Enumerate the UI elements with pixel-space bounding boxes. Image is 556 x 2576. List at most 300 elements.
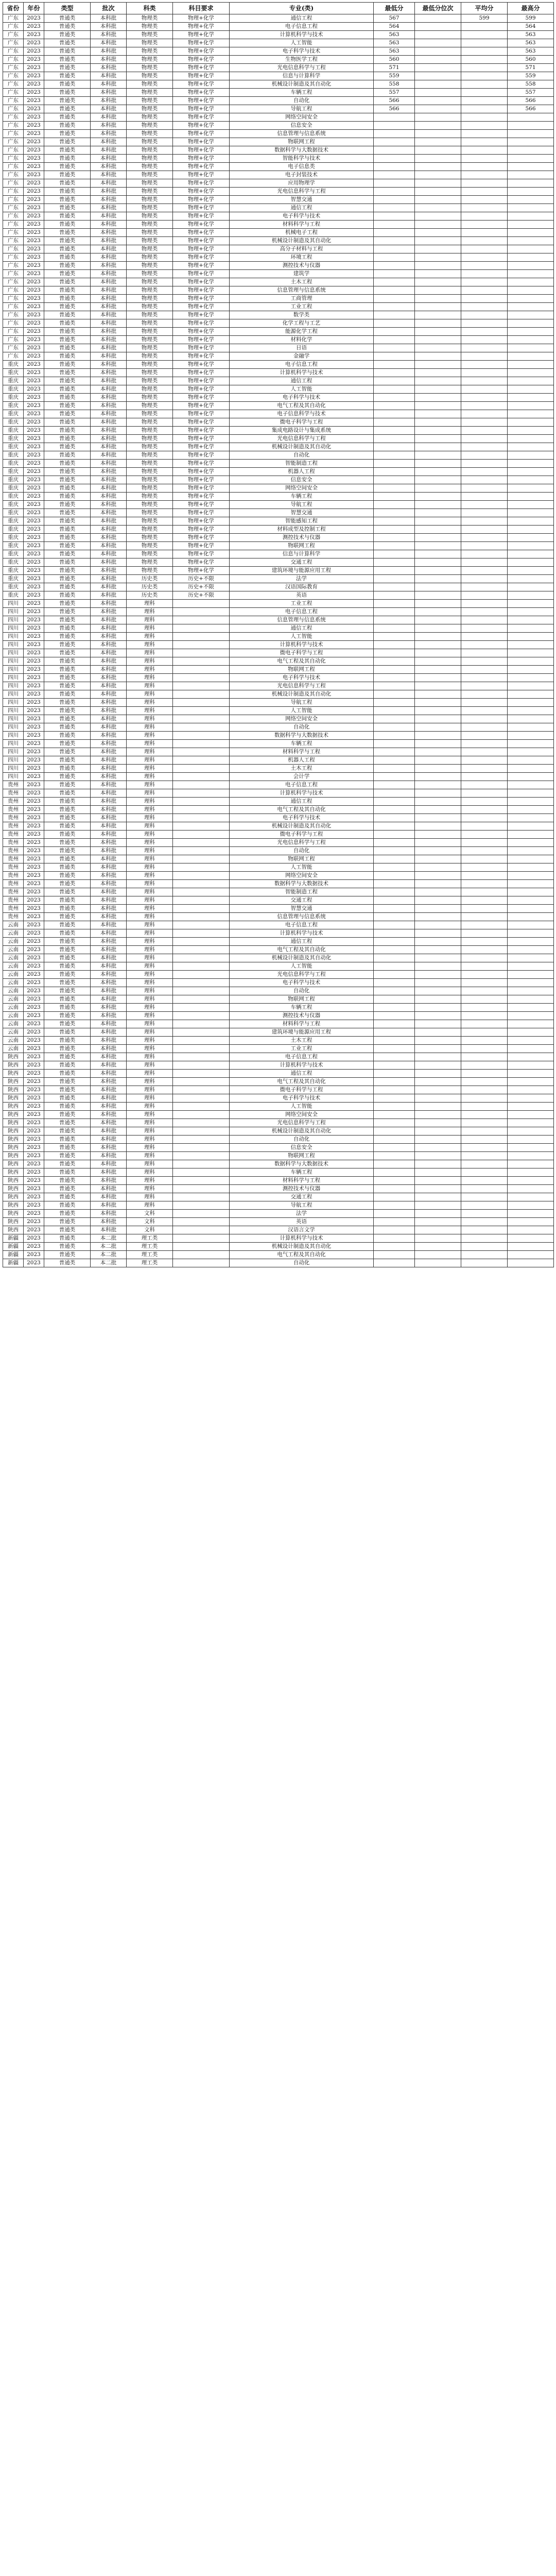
table-cell: 2023 (24, 674, 44, 682)
table-cell: 558 (508, 80, 554, 89)
table-cell: 2023 (24, 1243, 44, 1251)
table-cell (415, 418, 461, 427)
table-cell: 物理+化学 (173, 39, 230, 47)
table-row (3, 113, 554, 122)
table-cell: 广东 (3, 122, 24, 130)
table-cell: 光电信息科学与工程 (230, 435, 374, 443)
table-cell (461, 1028, 508, 1037)
table-cell (173, 1053, 230, 1061)
table-cell: 普通类 (44, 385, 91, 394)
table-cell (173, 1094, 230, 1103)
table-cell: 2023 (24, 179, 44, 188)
table-cell (173, 773, 230, 781)
table-cell: 陕西 (3, 1053, 24, 1061)
table-cell: 本科批 (91, 847, 127, 855)
table-row (3, 946, 554, 954)
table-cell: 物理类 (127, 311, 173, 319)
table-cell: 563 (508, 47, 554, 56)
table-row (3, 72, 554, 80)
table-cell: 智能科学与技术 (230, 155, 374, 163)
table-cell (415, 1078, 461, 1086)
table-cell (415, 245, 461, 253)
table-cell (461, 657, 508, 666)
table-cell (508, 1119, 554, 1127)
table-cell: 本科批 (91, 122, 127, 130)
table-cell (508, 798, 554, 806)
table-row (3, 1177, 554, 1185)
table-cell (374, 740, 415, 748)
table-cell: 2023 (24, 756, 44, 765)
table-cell: 本科批 (91, 608, 127, 616)
table-row (3, 286, 554, 295)
table-cell: 导航工程 (230, 699, 374, 707)
table-cell: 普通类 (44, 295, 91, 303)
table-cell (173, 756, 230, 765)
table-cell: 普通类 (44, 756, 91, 765)
table-cell (415, 913, 461, 921)
table-cell: 普通类 (44, 311, 91, 319)
table-cell: 会计学 (230, 773, 374, 781)
table-cell: 电子科学与技术 (230, 394, 374, 402)
table-cell: 普通类 (44, 962, 91, 971)
table-cell (508, 863, 554, 872)
table-row (3, 369, 554, 377)
table-cell: 本科批 (91, 97, 127, 105)
table-cell: 普通类 (44, 591, 91, 600)
table-cell (374, 657, 415, 666)
table-cell (461, 171, 508, 179)
table-cell: 材料化学 (230, 336, 374, 344)
table-cell (461, 336, 508, 344)
table-cell: 本科批 (91, 361, 127, 369)
table-cell (173, 855, 230, 863)
table-cell (374, 855, 415, 863)
table-cell: 历史+不限 (173, 591, 230, 600)
table-cell (508, 682, 554, 690)
table-cell: 人工智能 (230, 633, 374, 641)
table-cell: 2023 (24, 773, 44, 781)
table-cell: 电子信息工程 (230, 608, 374, 616)
table-row (3, 517, 554, 526)
table-cell: 物理+化学 (173, 443, 230, 451)
table-cell: 微电子科学与工程 (230, 418, 374, 427)
table-cell (508, 666, 554, 674)
table-row (3, 1234, 554, 1243)
table-cell: 物理+化学 (173, 493, 230, 501)
table-cell (508, 113, 554, 122)
table-cell (374, 616, 415, 624)
table-cell: 物理类 (127, 443, 173, 451)
table-cell (374, 995, 415, 1004)
table-row (3, 913, 554, 921)
table-cell (374, 410, 415, 418)
table-cell (173, 649, 230, 657)
table-cell: 本科批 (91, 402, 127, 410)
table-cell: 重庆 (3, 451, 24, 460)
table-cell: 物理类 (127, 319, 173, 328)
table-cell (374, 443, 415, 451)
table-cell (173, 682, 230, 690)
table-cell: 2023 (24, 517, 44, 526)
table-cell: 自动化 (230, 97, 374, 105)
table-row (3, 1160, 554, 1168)
table-cell (461, 484, 508, 493)
table-cell (173, 748, 230, 756)
table-cell: 本科批 (91, 1094, 127, 1103)
table-cell: 2023 (24, 1045, 44, 1053)
table-cell: 普通类 (44, 641, 91, 649)
table-cell (508, 377, 554, 385)
table-row (3, 756, 554, 765)
table-cell: 理科 (127, 806, 173, 814)
table-cell: 2023 (24, 130, 44, 138)
table-cell (461, 1152, 508, 1160)
table-cell: 本科批 (91, 798, 127, 806)
table-cell: 本科批 (91, 624, 127, 633)
table-cell: 2023 (24, 113, 44, 122)
table-cell: 本科批 (91, 377, 127, 385)
table-cell (415, 31, 461, 39)
table-cell: 电子信息工程 (230, 1053, 374, 1061)
table-cell: 普通类 (44, 674, 91, 682)
table-cell: 普通类 (44, 443, 91, 451)
table-cell: 本科批 (91, 1185, 127, 1193)
table-cell (508, 245, 554, 253)
table-cell (461, 1020, 508, 1028)
table-cell (173, 1028, 230, 1037)
table-cell (173, 1078, 230, 1086)
table-cell: 本科批 (91, 1193, 127, 1201)
table-cell: 广东 (3, 80, 24, 89)
table-cell (374, 468, 415, 476)
table-cell: 普通类 (44, 394, 91, 402)
table-cell: 普通类 (44, 558, 91, 567)
table-cell: 光电信息科学与工程 (230, 971, 374, 979)
table-cell (173, 1136, 230, 1144)
table-cell: 559 (508, 72, 554, 80)
table-cell (374, 567, 415, 575)
table-cell: 本科批 (91, 1037, 127, 1045)
table-cell: 物理类 (127, 262, 173, 270)
table-cell: 普通类 (44, 72, 91, 80)
table-cell (461, 1234, 508, 1243)
table-cell (415, 616, 461, 624)
table-row (3, 690, 554, 699)
table-cell: 普通类 (44, 319, 91, 328)
table-cell (461, 253, 508, 262)
table-cell (374, 690, 415, 699)
table-cell: 本科批 (91, 600, 127, 608)
table-cell: 2023 (24, 1028, 44, 1037)
table-cell (415, 196, 461, 204)
table-cell: 本科批 (91, 1078, 127, 1086)
table-cell: 云南 (3, 946, 24, 954)
table-row (3, 155, 554, 163)
table-cell (461, 229, 508, 237)
table-cell: 普通类 (44, 1078, 91, 1086)
table-cell: 四川 (3, 715, 24, 723)
table-cell: 2023 (24, 1094, 44, 1103)
table-row (3, 954, 554, 962)
table-cell (374, 130, 415, 138)
table-row (3, 476, 554, 484)
table-cell: 物理+化学 (173, 369, 230, 377)
table-cell (508, 880, 554, 888)
table-cell (415, 1259, 461, 1267)
table-cell: 2023 (24, 954, 44, 962)
table-cell (508, 929, 554, 938)
table-cell: 2023 (24, 1012, 44, 1020)
table-cell: 571 (374, 64, 415, 72)
table-cell (415, 526, 461, 534)
table-cell: 土木工程 (230, 765, 374, 773)
table-cell: 贵州 (3, 839, 24, 847)
table-cell (173, 814, 230, 822)
table-cell: 物理+化学 (173, 336, 230, 344)
table-cell: 普通类 (44, 418, 91, 427)
table-cell: 物理+化学 (173, 262, 230, 270)
table-row (3, 575, 554, 583)
table-cell (508, 995, 554, 1004)
table-cell: 普通类 (44, 476, 91, 484)
table-cell: 本科批 (91, 962, 127, 971)
table-cell: 广东 (3, 179, 24, 188)
table-cell: 本科批 (91, 1012, 127, 1020)
table-cell: 云南 (3, 971, 24, 979)
table-cell (461, 979, 508, 987)
table-cell (374, 1177, 415, 1185)
table-row (3, 806, 554, 814)
table-cell (374, 1210, 415, 1218)
table-cell (173, 962, 230, 971)
table-row (3, 863, 554, 872)
table-cell: 本科批 (91, 303, 127, 311)
table-cell: 理工类 (127, 1259, 173, 1267)
table-cell (461, 64, 508, 72)
table-cell: 汉语言文学 (230, 1226, 374, 1234)
table-cell (415, 880, 461, 888)
table-cell (508, 699, 554, 707)
table-cell: 信息管理与信息系统 (230, 130, 374, 138)
table-cell: 广东 (3, 286, 24, 295)
table-cell: 理科 (127, 822, 173, 831)
table-cell: 理科 (127, 839, 173, 847)
table-cell: 普通类 (44, 946, 91, 954)
table-cell: 物理+化学 (173, 237, 230, 245)
table-cell: 2023 (24, 262, 44, 270)
table-cell: 普通类 (44, 550, 91, 558)
table-cell (508, 806, 554, 814)
table-row (3, 839, 554, 847)
table-cell (461, 319, 508, 328)
table-cell: 物理+化学 (173, 410, 230, 418)
table-cell: 广东 (3, 344, 24, 352)
table-cell (374, 262, 415, 270)
table-cell: 普通类 (44, 765, 91, 773)
table-cell (415, 946, 461, 954)
table-cell: 四川 (3, 657, 24, 666)
table-cell: 普通类 (44, 179, 91, 188)
table-cell: 理科 (127, 641, 173, 649)
column-header: 最低分位次 (415, 3, 461, 14)
table-cell (508, 526, 554, 534)
table-cell: 普通类 (44, 410, 91, 418)
table-cell (415, 649, 461, 657)
table-cell (461, 237, 508, 245)
table-cell (461, 427, 508, 435)
table-cell: 2023 (24, 657, 44, 666)
table-cell (461, 839, 508, 847)
table-cell: 物理类 (127, 295, 173, 303)
table-cell: 本科批 (91, 336, 127, 344)
table-cell: 工商管理 (230, 295, 374, 303)
table-row (3, 1086, 554, 1094)
table-cell (461, 377, 508, 385)
table-cell: 普通类 (44, 616, 91, 624)
table-cell: 贵州 (3, 896, 24, 905)
table-cell (374, 319, 415, 328)
table-row (3, 929, 554, 938)
table-cell: 重庆 (3, 435, 24, 443)
table-cell (173, 1193, 230, 1201)
table-cell: 普通类 (44, 938, 91, 946)
table-cell: 理科 (127, 773, 173, 781)
table-cell (374, 798, 415, 806)
table-cell: 2023 (24, 460, 44, 468)
table-cell: 本科批 (91, 311, 127, 319)
table-cell (173, 1243, 230, 1251)
table-cell (173, 979, 230, 987)
table-cell: 重庆 (3, 427, 24, 435)
table-cell: 本科批 (91, 913, 127, 921)
table-cell: 本科批 (91, 72, 127, 80)
table-cell: 电气工程及其自动化 (230, 946, 374, 954)
table-row (3, 896, 554, 905)
table-cell (173, 1210, 230, 1218)
table-cell: 理科 (127, 888, 173, 896)
table-cell: 广东 (3, 278, 24, 286)
table-cell: 2023 (24, 806, 44, 814)
table-cell: 本科批 (91, 855, 127, 863)
table-cell (461, 1061, 508, 1070)
table-cell (461, 1259, 508, 1267)
table-cell: 2023 (24, 1218, 44, 1226)
table-cell: 云南 (3, 1012, 24, 1020)
table-cell (508, 748, 554, 756)
table-cell (173, 781, 230, 789)
table-cell: 普通类 (44, 163, 91, 171)
table-cell (461, 344, 508, 352)
table-cell (415, 822, 461, 831)
table-cell (374, 509, 415, 517)
table-cell: 2023 (24, 831, 44, 839)
table-cell: 2023 (24, 558, 44, 567)
table-cell: 电子信息科学与技术 (230, 410, 374, 418)
table-cell: 贵州 (3, 872, 24, 880)
table-cell: 物理+化学 (173, 509, 230, 517)
table-cell (374, 245, 415, 253)
table-cell: 环境工程 (230, 253, 374, 262)
table-cell: 2023 (24, 929, 44, 938)
table-cell: 理科 (127, 1103, 173, 1111)
table-cell: 2023 (24, 295, 44, 303)
table-cell (508, 905, 554, 913)
table-cell (461, 534, 508, 542)
table-cell (415, 402, 461, 410)
table-cell (374, 1020, 415, 1028)
table-cell: 能源化学工程 (230, 328, 374, 336)
table-cell: 理科 (127, 608, 173, 616)
table-cell (461, 938, 508, 946)
table-cell: 信息与计算科学 (230, 72, 374, 80)
table-cell: 理科 (127, 1094, 173, 1103)
table-cell: 本科批 (91, 806, 127, 814)
table-cell: 物理+化学 (173, 418, 230, 427)
table-row (3, 995, 554, 1004)
table-cell (173, 888, 230, 896)
table-cell (374, 1094, 415, 1103)
table-row (3, 278, 554, 286)
table-cell (374, 138, 415, 146)
table-cell: 2023 (24, 352, 44, 361)
table-cell (415, 1103, 461, 1111)
table-cell (415, 39, 461, 47)
table-cell: 文科 (127, 1226, 173, 1234)
table-cell (173, 1234, 230, 1243)
table-cell (508, 1259, 554, 1267)
table-cell: 本科批 (91, 946, 127, 954)
table-cell (508, 476, 554, 484)
table-cell: 物理类 (127, 526, 173, 534)
table-cell: 普通类 (44, 831, 91, 839)
table-cell (508, 138, 554, 146)
table-cell: 微电子科学与工程 (230, 831, 374, 839)
table-cell: 理科 (127, 863, 173, 872)
table-cell: 本科批 (91, 872, 127, 880)
table-cell: 电气工程及其自动化 (230, 402, 374, 410)
table-cell: 陕西 (3, 1070, 24, 1078)
table-row (3, 122, 554, 130)
table-cell (461, 1119, 508, 1127)
table-cell: 本科批 (91, 1119, 127, 1127)
table-cell (374, 1070, 415, 1078)
table-cell: 微电子科学与工程 (230, 1086, 374, 1094)
table-cell (508, 163, 554, 171)
table-cell: 交通工程 (230, 1193, 374, 1201)
table-cell: 物理类 (127, 245, 173, 253)
table-cell: 2023 (24, 402, 44, 410)
table-cell: 物理类 (127, 328, 173, 336)
table-cell (461, 122, 508, 130)
table-cell: 物理+化学 (173, 97, 230, 105)
table-cell (461, 130, 508, 138)
table-cell: 贵州 (3, 831, 24, 839)
table-cell (461, 1177, 508, 1185)
table-cell: 物理+化学 (173, 550, 230, 558)
table-cell: 2023 (24, 583, 44, 591)
table-cell (374, 418, 415, 427)
table-cell (508, 1086, 554, 1094)
table-cell: 重庆 (3, 575, 24, 583)
table-cell (508, 237, 554, 245)
table-cell: 普通类 (44, 23, 91, 31)
table-cell: 网络空间安全 (230, 113, 374, 122)
table-cell: 材料科学与工程 (230, 1177, 374, 1185)
table-cell: 本科批 (91, 1136, 127, 1144)
table-cell (374, 113, 415, 122)
table-cell (461, 179, 508, 188)
table-cell: 普通类 (44, 1012, 91, 1020)
